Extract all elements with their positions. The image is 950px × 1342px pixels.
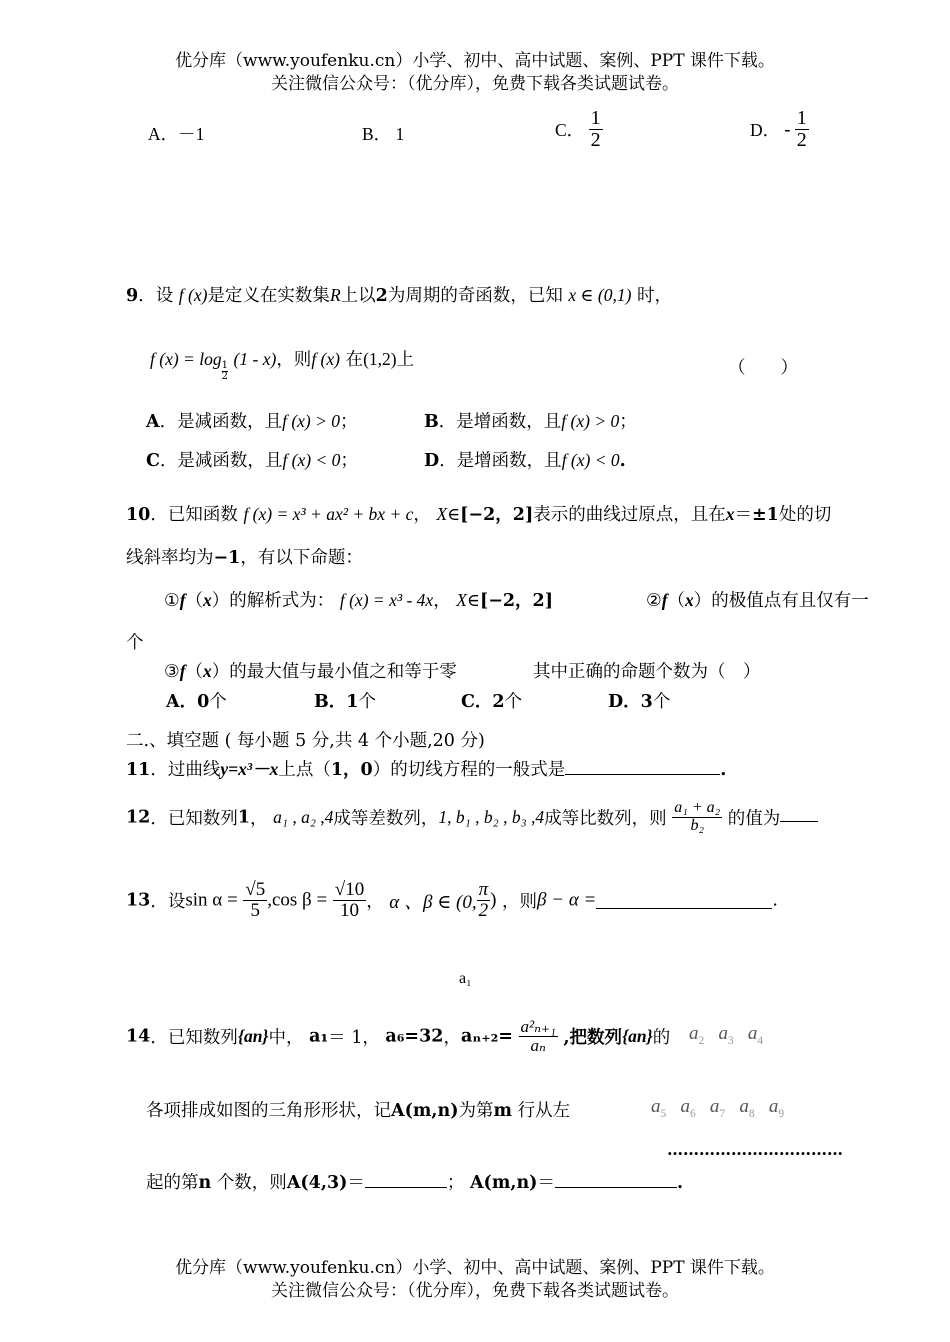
- q12-answer-blank[interactable]: [780, 805, 818, 822]
- q13-stem: 13．设sin α = $\frac{√5}{5}$ ,cos β = $\frac{√10}{10}$ ， α 、β ∈ (0, $\frac{\pi}{2}$ ) ，则β − α = .: [126, 879, 778, 921]
- q13-answer-blank[interactable]: [596, 892, 772, 909]
- q10-proposition-2: ②f（x）的极值点有且仅有一: [646, 590, 869, 611]
- q10-option-b: B．1个: [314, 692, 376, 712]
- header-line-1: 优分库（www.youfenku.cn）小学、初中、高中试题、案例、PPT 课件下载。: [175, 51, 775, 71]
- q11-stem: 11．过曲线y=x³－x上点（1，0）的切线方程的一般式是 .: [126, 759, 727, 780]
- q14-stem-line3: 起的第n 个数，则A(4,3)＝ ； A(m,n)＝ .: [146, 1173, 684, 1193]
- section-2-title: 二.、填空题 ( 每小题 5 分,共 4 个小题,20 分): [126, 731, 485, 751]
- q10-option-d: D．3个: [608, 692, 671, 712]
- q9-stem: 9．设 f (x)是定义在实数集R上以2为周期的奇函数，已知 x ∈ (0,1) 时，: [126, 285, 672, 306]
- triangle-row-3: $a_5$ $a_6$ $a_7$ $a_8$ $a_9$: [651, 1096, 785, 1120]
- q9-formula: f (x) = log $\frac{1}{2}$ (1 - x)，则f (x) 在(1,2)上: [150, 349, 415, 382]
- q8-option-b: B． 1: [362, 124, 405, 144]
- q10-proposition-2-cont: 个: [126, 633, 144, 653]
- q9-option-c: C．是减函数，且f (x) < 0；: [146, 450, 358, 471]
- q8-option-c: C． $\frac{1}{2}$: [555, 107, 601, 151]
- q10-stem: 10．已知函数 f (x) = x³ + ax² + bx + c， X∈[−2，2]表示的曲线过原点，且在x＝±1处的切: [126, 504, 832, 525]
- q11-answer-blank[interactable]: [565, 758, 720, 775]
- q9-option-a: A．是减函数，且f (x) > 0；: [146, 411, 358, 432]
- footer-line-1: 优分库（www.youfenku.cn）小学、初中、高中试题、案例、PPT 课件下载。: [175, 1258, 775, 1278]
- header-line-2: 关注微信公众号：（优分库），免费下载各类试题试卷。: [271, 74, 679, 94]
- q10-option-c: C．2个: [461, 692, 523, 712]
- q10-proposition-3: ③f（x）的最大值与最小值之和等于零: [164, 661, 457, 682]
- q8-option-d: D． - $\frac{1}{2}$: [750, 107, 807, 151]
- triangle-row-2: $a_2$ $a_3$ $a_4$: [689, 1023, 764, 1047]
- q14-stem: 14．已知数列{an}中， a₁＝ 1， a₆=32，aₙ₊₂= $\frac{\text{a²ₙ₊₁}}{\text{aₙ}}$ ,把数列{an}的: [126, 1017, 671, 1055]
- triangle-dots: ……………………………: [667, 1140, 843, 1159]
- q12-stem: 12．已知数列1， a₁ , a₂ ,4成等差数列，1, b₁ , b₂ , b₃ ,4成等比数列，则 $\frac{\text{a₁ + a₂}}{\text{b₂}}$ 的值为: [126, 800, 818, 835]
- footer-line-2: 关注微信公众号：（优分库），免费下载各类试题试卷。: [271, 1281, 679, 1301]
- q9-answer-bracket: （ ）: [728, 358, 798, 378]
- q9-option-d: D．是增函数，且f (x) < 0.: [424, 450, 626, 471]
- q14-answer-blank-2[interactable]: [555, 1171, 677, 1188]
- q10-option-a: A．0个: [166, 692, 227, 712]
- q14-stem-line2: 各项排成如图的三角形形状，记A(m,n)为第m 行从左: [146, 1101, 571, 1121]
- q14-answer-blank-1[interactable]: [365, 1171, 447, 1188]
- q10-question: 其中正确的命题个数为（ ）: [533, 662, 761, 682]
- q8-option-a: A．－1: [148, 124, 205, 144]
- q9-option-b: B．是增函数，且f (x) > 0；: [424, 411, 637, 432]
- q10-proposition-1: ①f（x）的解析式为： f (x) = x³ - 4x， X∈[−2，2]: [164, 590, 554, 611]
- q10-stem-line2: 线斜率均为−1，有以下命题：: [126, 548, 363, 568]
- triangle-row-1: a₁: [459, 970, 472, 987]
